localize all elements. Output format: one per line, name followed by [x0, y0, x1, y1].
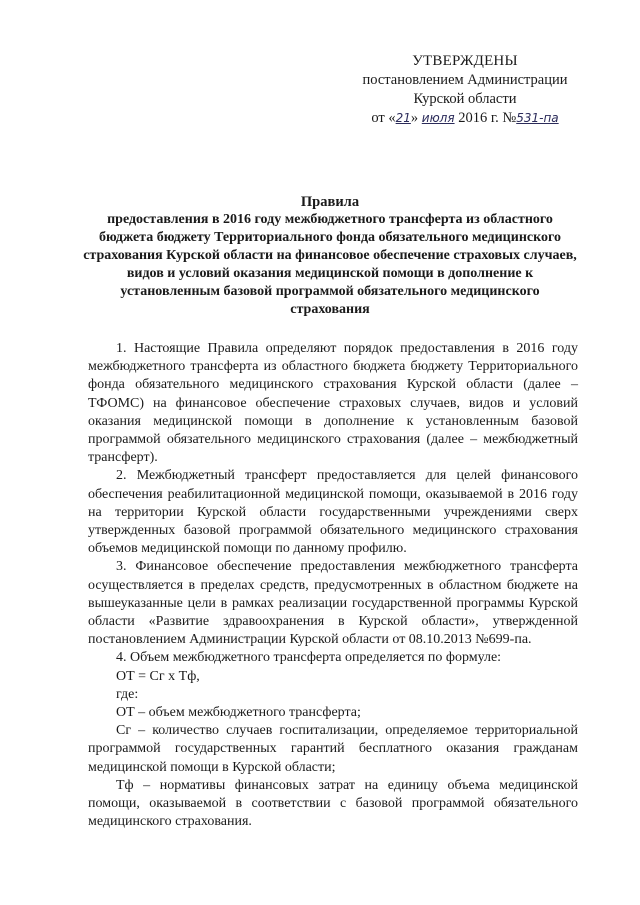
- paragraph-3: 3. Финансовое обеспечение предоставления межбюджетного трансферта осуществляется в пределах средств, предусмотренных в областном бюджете на вышеуказанные цели в рамках реализации государственной программы Курской области «Развитие здравоохранения в Курской области», утвержденной постановлением Администрации Курской области от 08.10.2013 №699-па.: [88, 559, 578, 648]
- definition-ot: ОТ – объем межбюджетного трансферта;: [116, 705, 361, 721]
- date-day: 21: [395, 111, 411, 125]
- definition-sg: Сг – количество случаев госпитализации, определяемое территориальной программой государственных гарантий бесплатного оказания гражданам медицинской помощи в Курской области;: [88, 723, 578, 775]
- formula: ОТ = Сг х Тф,: [116, 668, 200, 684]
- date-prefix: от «: [371, 110, 396, 126]
- where-label: где:: [116, 686, 139, 702]
- document-body: [88, 340, 578, 831]
- heading-title: Правила: [300, 194, 360, 210]
- approval-date-line: [340, 109, 590, 128]
- paragraph-4: 4. Объем межбюджетного трансферта определяется по формуле:: [116, 650, 502, 666]
- decree-number: 531-па: [516, 111, 559, 125]
- date-year: 2016 г. №: [454, 110, 517, 126]
- paragraph-2: 2. Межбюджетный трансферт предоставляется для целей финансового обеспечения реабилитационной медицинской помощи, оказываемой в 2016 году на территории Курской области государственными учреждениями сверх утвержденных базовой программой обязательного медицинского страхования объемов медицинской помощи по данному профилю.: [88, 468, 578, 557]
- approval-line-1: постановлением Администрации: [362, 72, 568, 88]
- approval-title: УТВЕРЖДЕНЫ: [412, 53, 518, 69]
- approval-block: [340, 52, 590, 128]
- date-month: июля: [421, 111, 455, 125]
- document-heading: [80, 193, 580, 319]
- definition-tf: Тф – нормативы финансовых затрат на единицу объема медицинской помощи, оказываемой в соответствии с базовой программой обязательного медицинского страхования.: [88, 777, 578, 830]
- date-mid: »: [410, 110, 422, 126]
- heading-subtitle: предоставления в 2016 году межбюджетного трансферта из областного бюджета бюджету Территориального фонда обязательного медицинского страхования Курской области на финансовое обеспечение страховых случаев, видов и условий оказания медицинской помощи в дополнение к установленным базовой программой обязательного медицинского страхования: [83, 212, 577, 317]
- paragraph-1: 1. Настоящие Правила определяют порядок предоставления в 2016 году межбюджетного трансферта из областного бюджета бюджету Территориального фонда обязательного медицинского страхования Курской области (далее – ТФОМС) на финансовое обеспечение страховых случаев, видов и условий оказания медицинской помощи в дополнение к установленным базовой программой обязательного медицинского страхования (далее – межбюджетный трансферт).: [88, 341, 578, 466]
- approval-line-2: Курской области: [413, 91, 517, 107]
